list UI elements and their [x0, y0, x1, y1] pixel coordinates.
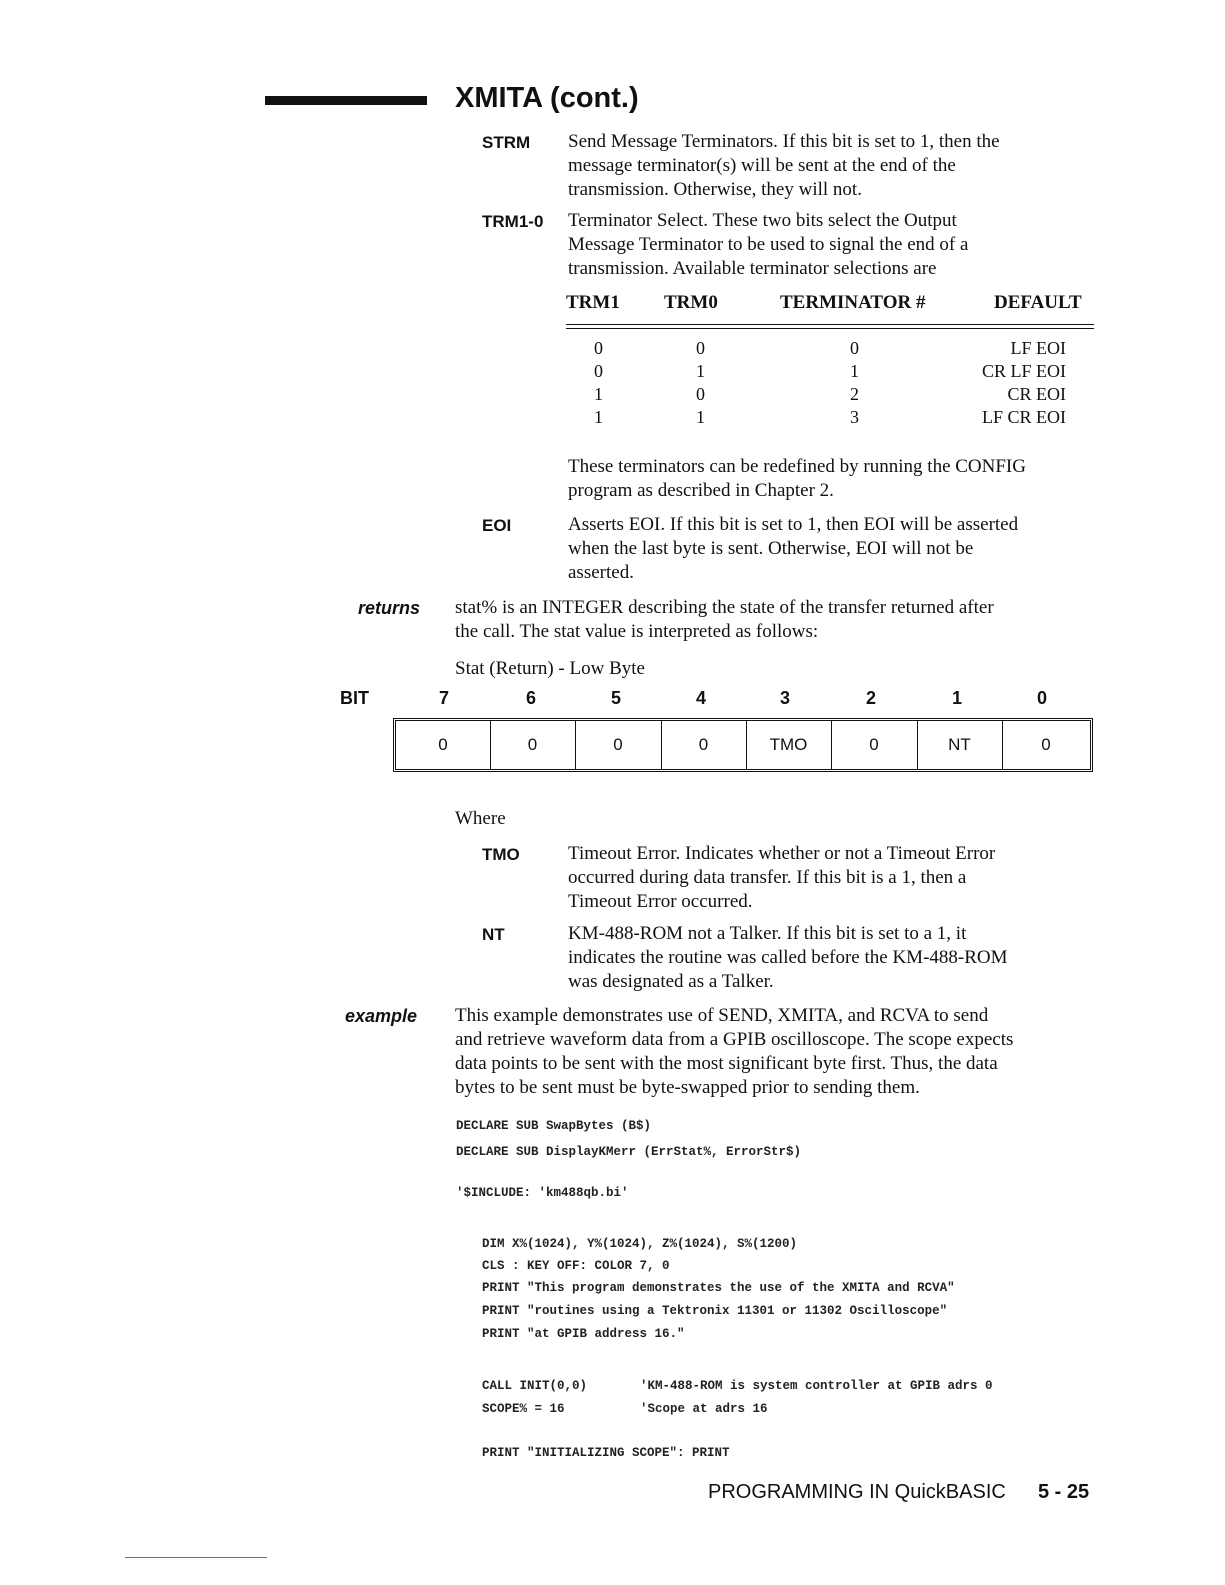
- eoi-term: EOI: [482, 516, 512, 535]
- table-cell: 1: [594, 407, 603, 427]
- bit-number: 4: [696, 688, 707, 708]
- code-line: '$INCLUDE: 'km488qb.bi': [456, 1186, 629, 1200]
- bit-number: 6: [526, 688, 537, 708]
- code-comment: 'Scope at adrs 16: [640, 1402, 768, 1416]
- bit-number: 7: [439, 688, 450, 708]
- tmo-term: TMO: [482, 845, 520, 864]
- code-line: SCOPE% = 16: [482, 1402, 565, 1416]
- header-bar: [265, 96, 427, 105]
- register-cell: TMO: [769, 735, 808, 754]
- example-description: This example demonstrates use of SEND, XMITA, and RCVA to send and retrieve waveform data from a GPIB oscilloscope. The scope expects data points to be sent with the most significant byte first. Thus, the data bytes to be sent must be byte-swapped prior to sending them.: [455, 1005, 1014, 1098]
- footer-section: PROGRAMMING IN QuickBASIC: [708, 1481, 1006, 1503]
- register-cell: 0: [527, 735, 538, 754]
- table-cell: LF CR EOI: [981, 407, 1066, 427]
- trm-description: Terminator Select. These two bits select the Output Message Terminator to be used to signal the end of a transmission. Available terminator selections are: [568, 210, 969, 279]
- register-cell: NT: [948, 735, 971, 754]
- table-header-trm0: TRM0: [664, 292, 718, 313]
- code-line: PRINT "routines using a Tektronix 11301 or 11302 Oscilloscope": [482, 1304, 948, 1318]
- tmo-description: Timeout Error. Indicates whether or not a Timeout Error occurred during data transfer. If this bit is a 1, then a Timeout Error occurred.: [568, 843, 996, 912]
- table-cell: 1: [696, 361, 705, 381]
- nt-description: KM-488-ROM not a Talker. If this bit is set to a 1, it indicates the routine was called before the KM-488-ROM was designated as a Talker.: [568, 923, 1008, 992]
- table-cell: LF EOI: [1010, 338, 1066, 358]
- table-cell: 0: [594, 338, 603, 358]
- table-cell: 1: [850, 361, 859, 381]
- code-line: PRINT "INITIALIZING SCOPE": PRINT: [482, 1446, 730, 1460]
- terminator-note: These terminators can be redefined by running the CONFIG program as described in Chapter 2.: [568, 456, 1026, 501]
- bit-number: 3: [780, 688, 791, 708]
- table-cell: 2: [850, 384, 859, 404]
- bit-number: 1: [952, 688, 963, 708]
- table-cell: 0: [594, 361, 603, 381]
- table-cell: 0: [850, 338, 859, 358]
- table-cell: 1: [696, 407, 705, 427]
- code-line: PRINT "This program demonstrates the use of the XMITA and RCVA": [482, 1281, 955, 1295]
- table-cell: 3: [850, 407, 859, 427]
- bit-number: 2: [866, 688, 877, 708]
- code-line: CALL INIT(0,0): [482, 1379, 588, 1393]
- returns-description: stat% is an INTEGER describing the state of the transfer returned after the call. The stat value is interpreted as follows:: [455, 597, 994, 642]
- table-rule: [566, 324, 1094, 325]
- register-cell: 0: [869, 735, 879, 754]
- strm-description: Send Message Terminators. If this bit is set to 1, then the message terminator(s) will be sent at the end of the transmission. Otherwise, they will not.: [568, 131, 1000, 200]
- bit-number: 5: [611, 688, 622, 708]
- table-header-trm1: TRM1: [566, 292, 620, 313]
- code-line: DECLARE SUB SwapBytes (B$): [456, 1119, 652, 1133]
- page-title: XMITA (cont.): [455, 82, 639, 114]
- table-rule: [566, 328, 1094, 329]
- returns-label: returns: [358, 598, 421, 618]
- where-label: Where: [455, 808, 506, 829]
- bottom-rule: [125, 1557, 267, 1558]
- table-cell: 0: [696, 384, 705, 404]
- eoi-description: Asserts EOI. If this bit is set to 1, then EOI will be asserted when the last byte is sent. Otherwise, EOI will not be asserted.: [568, 514, 1019, 583]
- register-cell: 0: [698, 735, 709, 754]
- code-comment: 'KM-488-ROM is system controller at GPIB adrs 0: [640, 1379, 993, 1393]
- register-cell: 0: [613, 735, 623, 754]
- table-cell: CR EOI: [1007, 384, 1066, 404]
- code-line: PRINT "at GPIB address 16.": [482, 1327, 685, 1341]
- table-cell: CR LF EOI: [981, 361, 1066, 381]
- page-number: 5 - 25: [1038, 1481, 1090, 1503]
- register-cell: 0: [1041, 735, 1051, 754]
- strm-term: STRM: [482, 133, 531, 152]
- example-label: example: [345, 1006, 418, 1026]
- register-cell: 0: [438, 735, 448, 754]
- code-line: CLS : KEY OFF: COLOR 7, 0: [482, 1259, 670, 1273]
- trm-term: TRM1-0: [482, 212, 544, 231]
- stat-register: [393, 718, 1093, 772]
- bit-number: 0: [1037, 688, 1048, 708]
- code-line: DIM X%(1024), Y%(1024), Z%(1024), S%(1200): [482, 1237, 798, 1251]
- table-header-terminator: TERMINATOR #: [780, 292, 926, 313]
- register-title: Stat (Return) - Low Byte: [455, 658, 645, 679]
- bit-label: BIT: [340, 688, 369, 708]
- table-cell: 0: [696, 338, 705, 358]
- table-cell: 1: [594, 384, 603, 404]
- table-header-default: DEFAULT: [994, 292, 1082, 313]
- nt-term: NT: [482, 925, 505, 944]
- code-line: DECLARE SUB DisplayKMerr (ErrStat%, ErrorStr$): [456, 1145, 802, 1159]
